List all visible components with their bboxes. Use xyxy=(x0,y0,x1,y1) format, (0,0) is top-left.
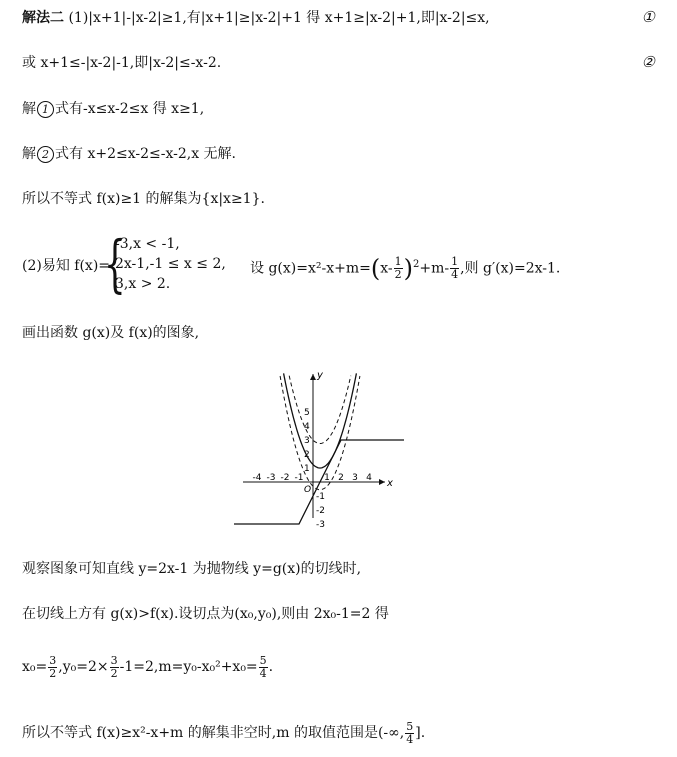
interval-close: ]. xyxy=(415,725,426,741)
line-3-prefix: 解 xyxy=(22,101,36,117)
line-6-prefix: (2)易知 f(x)= xyxy=(22,258,111,274)
line-8: 观察图象可知直线 y=2x-1 为抛物线 y=g(x)的切线时, xyxy=(22,561,362,577)
y-tick: -3 xyxy=(316,520,325,530)
line-6-suffix xyxy=(250,250,560,284)
x-axis-arrow-icon xyxy=(379,479,385,485)
fraction-five-quarters: $\frac{5}{4}$ xyxy=(259,653,267,680)
y-tick: -1 xyxy=(316,492,325,502)
y-tick: 5 xyxy=(304,408,310,418)
fraction-one-half: $\frac{1}{2}$ xyxy=(394,255,402,282)
case-3: 3,x > 2. xyxy=(115,276,171,292)
x-tick: 1 xyxy=(324,473,330,483)
tangent-parabola-curve xyxy=(284,373,357,468)
y-tick: 2 xyxy=(304,450,310,460)
case-2: 2x-1,-1 ≤ x ≤ 2, xyxy=(115,256,226,272)
square-exponent: 2 xyxy=(412,259,420,270)
left-brace: { xyxy=(104,227,126,300)
y-axis-label: y xyxy=(317,370,323,381)
x-tick: 2 xyxy=(338,473,344,483)
interval-open: (-∞, xyxy=(377,725,405,741)
derivative-text: ,则 g′(x)=2x-1. xyxy=(460,260,561,277)
g-definition: 设 g(x)=x²-x+m= xyxy=(250,260,371,277)
piecewise-cases xyxy=(115,234,226,294)
x-minus: x- xyxy=(380,260,393,277)
circled-number-1: 1 xyxy=(37,101,54,118)
lower-parabola-dashed xyxy=(280,376,360,490)
line-10: x₀= $\frac{3}{2}$ ,y₀=2× $\frac{3}{2}$ -1=2,m=y₀-x₀²+x₀= $\frac{5}{4}$ . xyxy=(22,653,274,680)
line-1 xyxy=(22,8,490,28)
x-tick: 3 xyxy=(352,473,358,483)
y-axis-arrow-icon xyxy=(310,374,316,380)
fraction-five-quarters: $\frac{5}{4}$ xyxy=(406,719,414,746)
circled-number-2: 2 xyxy=(37,146,54,163)
line-4-prefix: 解 xyxy=(22,146,36,162)
function-graph xyxy=(234,366,414,531)
plus-m: +m- xyxy=(419,260,450,277)
line-11: 所以不等式 f(x)≥x²-x+m 的解集非空时,m 的取值范围是(-∞, $\frac{5}{4}$ ]. xyxy=(22,719,426,746)
y-tick: 4 xyxy=(304,422,310,432)
y-tick: -2 xyxy=(316,506,325,516)
line-1-text: (1)|x+1|-|x-2|≥1,有|x+1|≥|x-2|+1 得 x+1≥|x-2|+1,即|x-2|≤x, xyxy=(68,10,490,26)
x-axis-label: x xyxy=(387,478,393,489)
line-2: 或 x+1≤-|x-2|-1,即|x-2|≤-x-2. xyxy=(22,55,222,71)
x-tick: 4 xyxy=(366,473,372,483)
line-3-text: 式有-x≤x-2≤x 得 x≥1, xyxy=(55,101,205,117)
line-4 xyxy=(22,144,236,164)
case-1: -3,x < -1, xyxy=(115,236,180,252)
line-7: 画出函数 g(x)及 f(x)的图象, xyxy=(22,325,200,341)
line-4-text: 式有 x+2≤x-2≤-x-2,x 无解. xyxy=(55,146,236,162)
fraction-one-quarter: $\frac{1}{4}$ xyxy=(451,255,459,282)
fraction-three-halves: $\frac{3}{2}$ xyxy=(49,653,57,680)
x-tick: -4 xyxy=(252,473,262,483)
paren-open: ( xyxy=(370,254,381,283)
line-5: 所以不等式 f(x)≥1 的解集为{x|x≥1}. xyxy=(22,191,265,207)
line-3 xyxy=(22,99,204,119)
fraction-three-halves: $\frac{3}{2}$ xyxy=(110,653,118,680)
equation-tag-1: ① xyxy=(641,8,655,26)
origin-label: O xyxy=(304,485,312,495)
paren-close: ) xyxy=(403,254,413,283)
y-tick: 3 xyxy=(304,436,310,446)
x-tick: -3 xyxy=(266,473,276,483)
equation-tag-2: ② xyxy=(641,53,655,71)
y-tick: 1 xyxy=(304,464,310,474)
x-tick: -2 xyxy=(280,473,290,483)
line-9: 在切线上方有 g(x)>f(x).设切点为(x₀,y₀),则由 2x₀-1=2 得 xyxy=(22,606,389,622)
x-tick: -1 xyxy=(294,473,304,483)
solution-heading: 解法二 xyxy=(22,10,64,26)
